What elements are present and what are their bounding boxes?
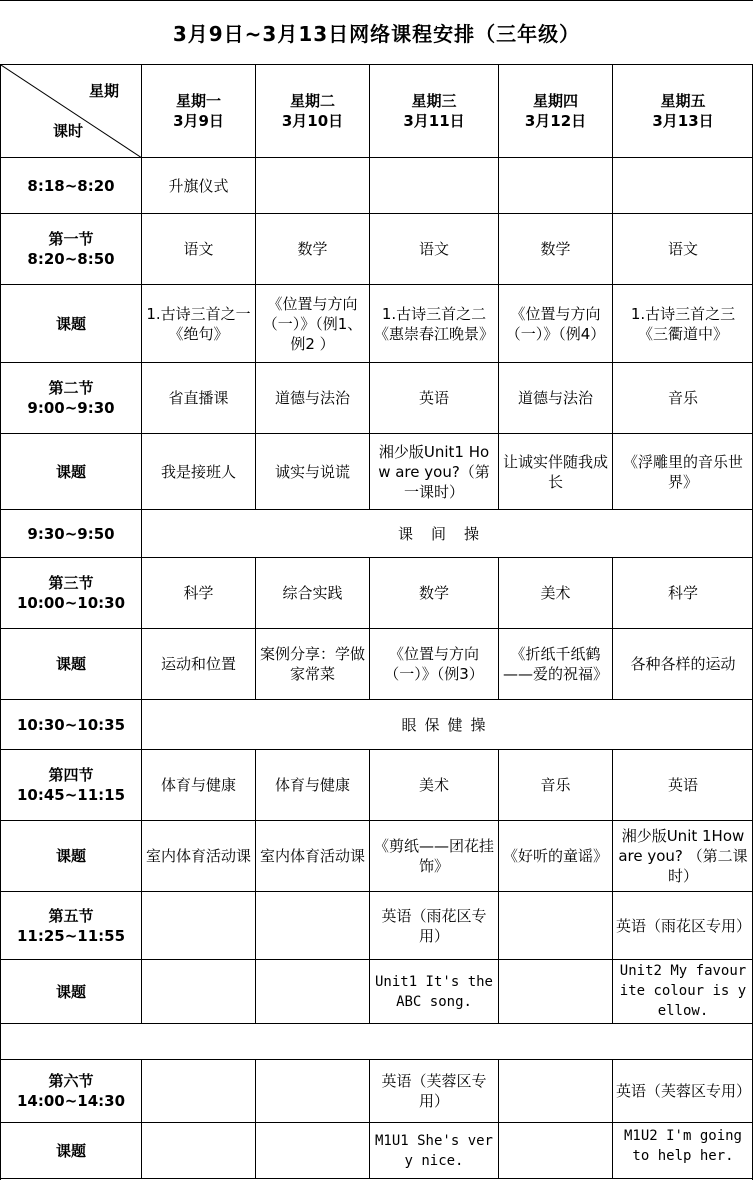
period-6-topic-row bbox=[1, 1123, 753, 1179]
schedule-table bbox=[0, 64, 753, 1179]
period-3-row bbox=[1, 558, 753, 629]
topic-mon: 室内体育活动课 bbox=[142, 821, 256, 892]
period-4-topic-row bbox=[1, 821, 753, 892]
cell-mon: 升旗仪式 bbox=[142, 158, 256, 214]
break-row-exercise bbox=[1, 510, 753, 558]
cell-fri bbox=[613, 158, 753, 214]
subject-fri: 音乐 bbox=[613, 363, 753, 434]
subject-mon: 体育与健康 bbox=[142, 750, 256, 821]
subject-wed: 数学 bbox=[370, 558, 499, 629]
day-header-tue: 星期二 3月10日 bbox=[256, 65, 370, 158]
subject-wed: 英语 bbox=[370, 363, 499, 434]
period-5-topic-row bbox=[1, 960, 753, 1024]
time-cell: 9:30~9:50 bbox=[1, 510, 142, 558]
topic-label: 课题 bbox=[1, 960, 142, 1024]
subject-wed: 语文 bbox=[370, 214, 499, 285]
break-label: 课间操 bbox=[142, 510, 753, 558]
gap-cell bbox=[1, 1024, 753, 1060]
subject-thu: 数学 bbox=[499, 214, 613, 285]
subject-fri: 语文 bbox=[613, 214, 753, 285]
subject-wed: 英语（芙蓉区专用） bbox=[370, 1060, 499, 1123]
break-label: 眼保健操 bbox=[142, 700, 753, 750]
topic-wed: M1U1 She's very nice. bbox=[370, 1123, 499, 1179]
topic-fri: 各种各样的运动 bbox=[613, 629, 753, 700]
period-label: 第三节 10:00~10:30 bbox=[1, 558, 142, 629]
corner-cell bbox=[1, 65, 142, 158]
time-cell: 8:18~8:20 bbox=[1, 158, 142, 214]
topic-mon: 运动和位置 bbox=[142, 629, 256, 700]
topic-fri: 《浮雕里的音乐世界》 bbox=[613, 434, 753, 510]
subject-fri: 英语（芙蓉区专用） bbox=[613, 1060, 753, 1123]
subject-thu: 音乐 bbox=[499, 750, 613, 821]
lunch-gap-row bbox=[1, 1024, 753, 1060]
topic-thu bbox=[499, 960, 613, 1024]
subject-tue: 体育与健康 bbox=[256, 750, 370, 821]
subject-mon: 省直播课 bbox=[142, 363, 256, 434]
period-1-row bbox=[1, 214, 753, 285]
period-label: 第四节 10:45~11:15 bbox=[1, 750, 142, 821]
topic-mon bbox=[142, 960, 256, 1024]
period-3-topic-row bbox=[1, 629, 753, 700]
topic-tue bbox=[256, 960, 370, 1024]
subject-mon bbox=[142, 1060, 256, 1123]
period-label: 第二节 9:00~9:30 bbox=[1, 363, 142, 434]
subject-thu: 道德与法治 bbox=[499, 363, 613, 434]
topic-label: 课题 bbox=[1, 1123, 142, 1179]
topic-fri: M1U2 I'm going to help her. bbox=[613, 1123, 753, 1179]
topic-tue: 《位置与方向（一）》（例1、例2 ） bbox=[256, 285, 370, 363]
topic-wed: 《位置与方向（一）》（例3） bbox=[370, 629, 499, 700]
subject-thu: 美术 bbox=[499, 558, 613, 629]
topic-thu: 《好听的童谣》 bbox=[499, 821, 613, 892]
corner-period-label: 课时 bbox=[53, 122, 84, 140]
header-row bbox=[1, 65, 753, 158]
topic-label: 课题 bbox=[1, 434, 142, 510]
subject-fri: 英语 bbox=[613, 750, 753, 821]
topic-fri: Unit2 My favourite colour is yellow. bbox=[613, 960, 753, 1024]
day-header-mon: 星期一 3月9日 bbox=[142, 65, 256, 158]
topic-label: 课题 bbox=[1, 629, 142, 700]
topic-mon bbox=[142, 1123, 256, 1179]
day-header-fri: 星期五 3月13日 bbox=[613, 65, 753, 158]
subject-tue: 综合实践 bbox=[256, 558, 370, 629]
time-cell: 10:30~10:35 bbox=[1, 700, 142, 750]
subject-wed: 英语（雨花区专用） bbox=[370, 892, 499, 960]
topic-wed: 湘少版Unit1 How are you?（第一课时） bbox=[370, 434, 499, 510]
topic-tue: 诚实与说谎 bbox=[256, 434, 370, 510]
subject-fri: 科学 bbox=[613, 558, 753, 629]
period-2-topic-row bbox=[1, 434, 753, 510]
cell-tue bbox=[256, 158, 370, 214]
period-6-row bbox=[1, 1060, 753, 1123]
period-5-row bbox=[1, 892, 753, 960]
period-1-topic-row bbox=[1, 285, 753, 363]
subject-mon: 语文 bbox=[142, 214, 256, 285]
subject-tue: 道德与法治 bbox=[256, 363, 370, 434]
topic-label: 课题 bbox=[1, 285, 142, 363]
topic-fri: 1.古诗三首之三《三衢道中》 bbox=[613, 285, 753, 363]
day-header-wed: 星期三 3月11日 bbox=[370, 65, 499, 158]
cell-thu bbox=[499, 158, 613, 214]
topic-thu: 《位置与方向（一）》（例4） bbox=[499, 285, 613, 363]
break-row-eye-exercise bbox=[1, 700, 753, 750]
topic-wed: 1.古诗三首之二《惠崇春江晚景》 bbox=[370, 285, 499, 363]
subject-fri: 英语（雨花区专用） bbox=[613, 892, 753, 960]
topic-thu bbox=[499, 1123, 613, 1179]
corner-weekday-label: 星期 bbox=[88, 82, 119, 100]
period-label: 第六节 14:00~14:30 bbox=[1, 1060, 142, 1123]
subject-tue bbox=[256, 892, 370, 960]
period-label: 第五节 11:25~11:55 bbox=[1, 892, 142, 960]
topic-tue: 室内体育活动课 bbox=[256, 821, 370, 892]
topic-label: 课题 bbox=[1, 821, 142, 892]
cell-wed bbox=[370, 158, 499, 214]
topic-tue bbox=[256, 1123, 370, 1179]
period-2-row bbox=[1, 363, 753, 434]
subject-wed: 美术 bbox=[370, 750, 499, 821]
topic-fri: 湘少版Unit 1How are you? （第二课时） bbox=[613, 821, 753, 892]
subject-thu bbox=[499, 1060, 613, 1123]
subject-tue bbox=[256, 1060, 370, 1123]
topic-mon: 我是接班人 bbox=[142, 434, 256, 510]
corner-diagonal bbox=[1, 65, 142, 158]
period-4-row bbox=[1, 750, 753, 821]
topic-thu: 让诚实伴随我成长 bbox=[499, 434, 613, 510]
subject-thu bbox=[499, 892, 613, 960]
flag-row bbox=[1, 158, 753, 214]
topic-wed: 《剪纸——团花挂饰》 bbox=[370, 821, 499, 892]
subject-mon: 科学 bbox=[142, 558, 256, 629]
subject-tue: 数学 bbox=[256, 214, 370, 285]
subject-mon bbox=[142, 892, 256, 960]
topic-tue: 案例分享：学做家常菜 bbox=[256, 629, 370, 700]
topic-mon: 1.古诗三首之一《绝句》 bbox=[142, 285, 256, 363]
period-label: 第一节 8:20~8:50 bbox=[1, 214, 142, 285]
day-header-thu: 星期四 3月12日 bbox=[499, 65, 613, 158]
page-title: 3月9日~3月13日网络课程安排（三年级） bbox=[0, 0, 753, 64]
topic-thu: 《折纸千纸鹤——爱的祝福》 bbox=[499, 629, 613, 700]
topic-wed: Unit1 It's the ABC song. bbox=[370, 960, 499, 1024]
